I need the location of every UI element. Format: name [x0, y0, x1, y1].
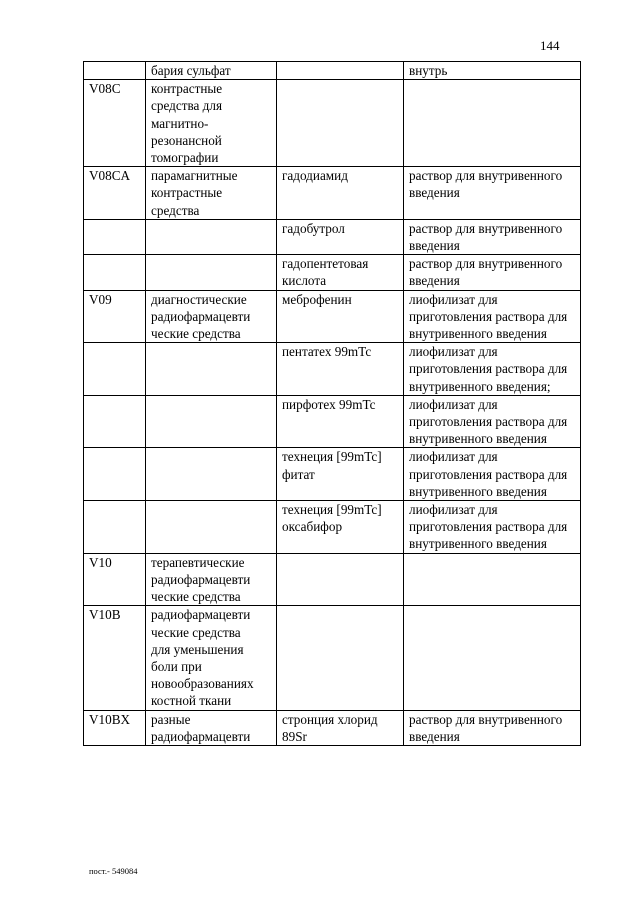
atc-code-cell [84, 395, 146, 448]
table-row [84, 62, 581, 80]
table-row [84, 290, 581, 343]
table-row [84, 80, 581, 167]
drug-cell [277, 553, 404, 606]
dosage-form-cell: лиофилизат для приготовления раствора для внутривенного введения [404, 395, 581, 448]
dosage-form-cell [404, 80, 581, 167]
atc-code-cell [84, 448, 146, 501]
group-cell [146, 343, 277, 396]
table-row [84, 553, 581, 606]
dosage-form-cell: раствор для внутривенного введения [404, 255, 581, 290]
group-cell: радиофармацевти ческие средства для уменьшения боли при новообразованиях костной ткани [146, 606, 277, 710]
atc-code-cell: V08C [84, 80, 146, 167]
atc-code-cell: V09 [84, 290, 146, 343]
drug-cell [277, 606, 404, 710]
atc-code-cell [84, 501, 146, 554]
dosage-form-cell: лиофилизат для приготовления раствора для внутривенного введения [404, 501, 581, 554]
group-cell: бария сульфат [146, 62, 277, 80]
atc-code-cell [84, 255, 146, 290]
atc-code-cell: V10B [84, 606, 146, 710]
group-cell [146, 448, 277, 501]
dosage-form-cell [404, 606, 581, 710]
dosage-form-cell: раствор для внутривенного введения [404, 710, 581, 745]
table-row [84, 710, 581, 745]
page-number: 144 [540, 38, 560, 53]
table-row [84, 219, 581, 254]
group-cell: контрастные средства для магнитно- резонансной томографии [146, 80, 277, 167]
table-row [84, 501, 581, 554]
drug-cell: меброфенин [277, 290, 404, 343]
group-cell [146, 395, 277, 448]
table-row [84, 343, 581, 396]
group-cell: парамагнитные контрастные средства [146, 167, 277, 220]
dosage-form-cell: лиофилизат для приготовления раствора для внутривенного введения [404, 448, 581, 501]
table-row [84, 395, 581, 448]
drug-cell: стронция хлорид 89Sr [277, 710, 404, 745]
dosage-form-cell: лиофилизат для приготовления раствора для внутривенного введения; [404, 343, 581, 396]
dosage-form-cell: раствор для внутривенного введения [404, 219, 581, 254]
drug-cell: гадодиамид [277, 167, 404, 220]
table-row [84, 606, 581, 710]
atc-code-cell: V10BX [84, 710, 146, 745]
dosage-form-cell: внутрь [404, 62, 581, 80]
drug-cell: пирфотех 99mTc [277, 395, 404, 448]
group-cell [146, 255, 277, 290]
group-cell: терапевтические радиофармацевти ческие средства [146, 553, 277, 606]
group-cell: диагностические радиофармацевти ческие средства [146, 290, 277, 343]
dosage-form-cell [404, 553, 581, 606]
atc-code-cell [84, 219, 146, 254]
drug-cell: гадопентетовая кислота [277, 255, 404, 290]
atc-code-cell: V10 [84, 553, 146, 606]
atc-code-cell [84, 343, 146, 396]
group-cell: разные радиофармацевти [146, 710, 277, 745]
drug-cell: пентатех 99mTc [277, 343, 404, 396]
document-footer: пост.- 549084 [89, 866, 138, 876]
group-cell [146, 219, 277, 254]
dosage-form-cell: раствор для внутривенного введения [404, 167, 581, 220]
drug-cell: гадобутрол [277, 219, 404, 254]
table-row [84, 255, 581, 290]
table-row [84, 448, 581, 501]
group-cell [146, 501, 277, 554]
table-row [84, 167, 581, 220]
drug-cell [277, 62, 404, 80]
atc-code-cell [84, 62, 146, 80]
drug-cell: технеция [99mTc] фитат [277, 448, 404, 501]
atc-code-cell: V08CA [84, 167, 146, 220]
drug-cell: технеция [99mTc] оксабифор [277, 501, 404, 554]
drug-cell [277, 80, 404, 167]
drug-table [83, 61, 581, 746]
dosage-form-cell: лиофилизат для приготовления раствора для внутривенного введения [404, 290, 581, 343]
